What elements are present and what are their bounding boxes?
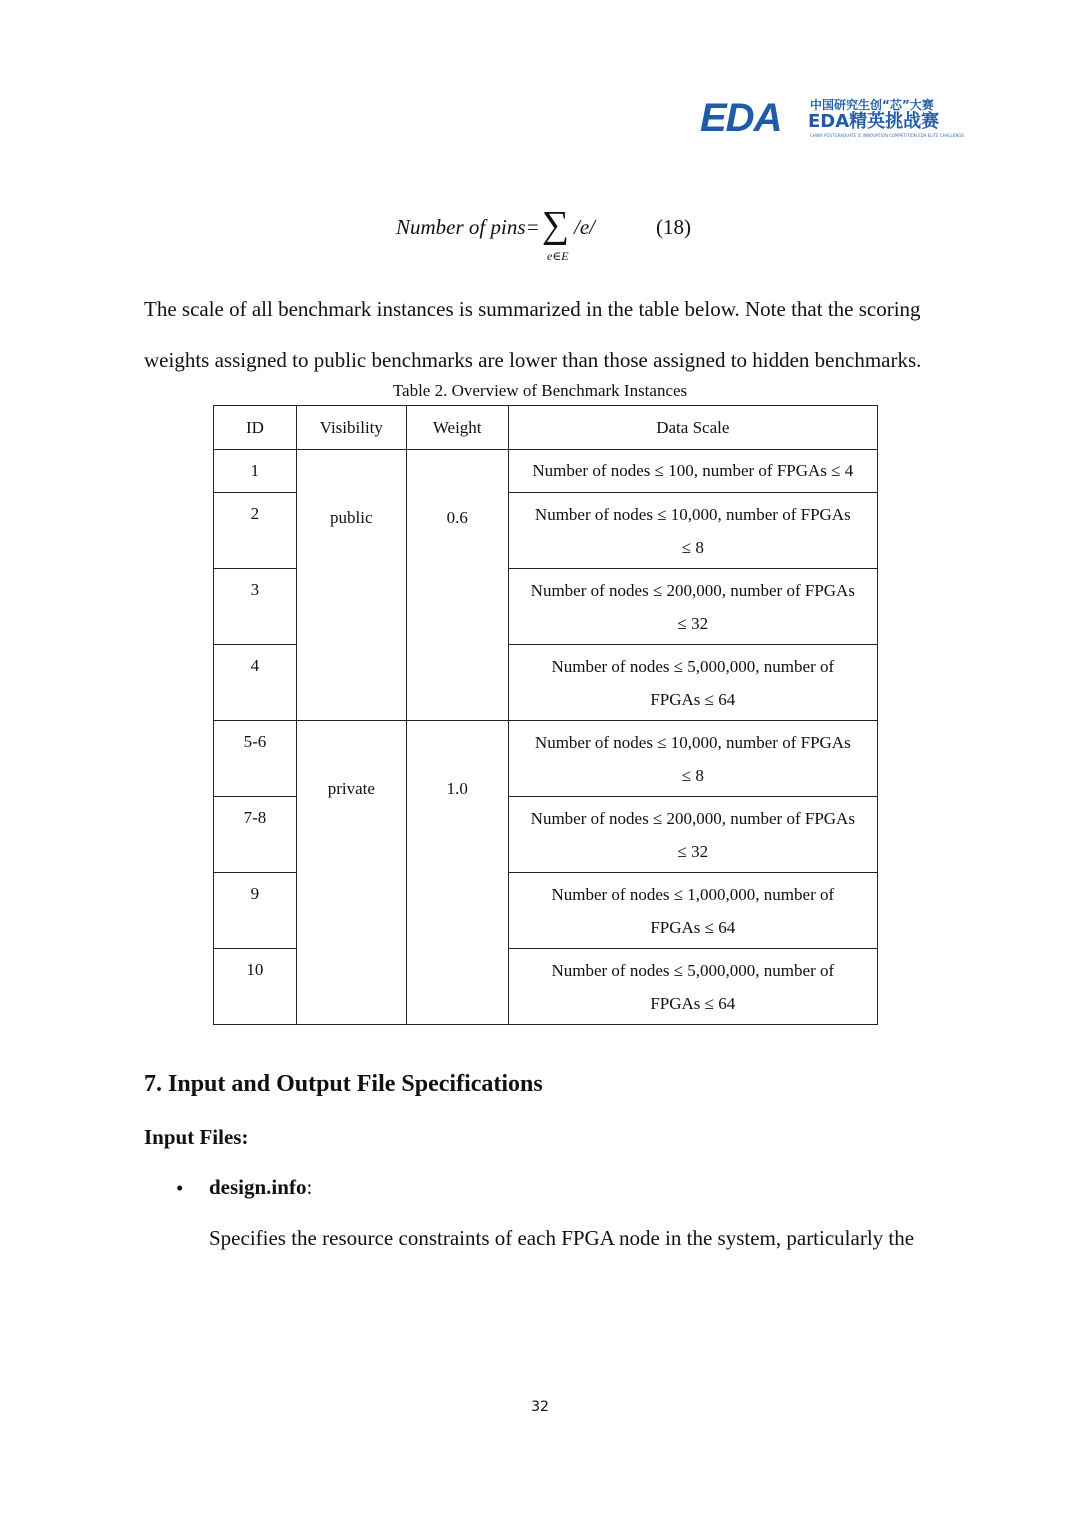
eda-logo <box>700 96 964 142</box>
bullet-colon: : <box>306 1175 313 1199</box>
cell-id: 9 <box>214 873 297 949</box>
cell-data-scale <box>508 493 877 569</box>
visibility-value: private <box>327 779 375 798</box>
cell-weight-public <box>406 450 508 721</box>
cell-weight-private <box>406 721 508 1025</box>
table-caption: Table 2. Overview of Benchmark Instances <box>392 381 688 400</box>
equation-lhs: Number of pins= <box>396 215 540 239</box>
design-info-description: Specifies the resource constraints of each FPGA node in the system, particularly the <box>209 1226 915 1250</box>
data-scale-line: Number of nodes ≤ 10,000, number of FPGAs <box>534 504 851 524</box>
header-data-scale: Data Scale <box>508 406 877 450</box>
cell-id: 10 <box>214 949 297 1025</box>
data-scale-line: ≤ 32 <box>677 613 709 633</box>
logo-english-subtitle: CHINA POSTGRADUATE IC INNOVATION COMPETITION EDA ELITE CHALLENGE <box>810 133 964 138</box>
data-scale-line: FPGAs ≤ 64 <box>650 689 736 709</box>
cell-data-scale <box>508 873 877 949</box>
cell-data-scale <box>508 569 877 645</box>
cell-id: 1 <box>214 450 297 493</box>
data-scale-line: Number of nodes ≤ 5,000,000, number of <box>551 656 835 676</box>
section-heading: 7. Input and Output File Specifications <box>144 1071 543 1097</box>
logo-mark: EDA <box>700 96 782 140</box>
logo-chinese-title: 中国研究生创“芯”大赛 <box>810 98 934 112</box>
benchmark-table <box>213 405 878 1025</box>
data-scale-line: Number of nodes ≤ 5,000,000, number of <box>551 960 835 980</box>
weight-value: 0.6 <box>446 508 468 527</box>
header-visibility: Visibility <box>296 406 406 450</box>
bullet-symbol: • <box>176 1176 184 1200</box>
visibility-value: public <box>330 508 373 527</box>
weight-value: 1.0 <box>446 779 468 798</box>
cell-id: 5-6 <box>214 721 297 797</box>
cell-visibility-private <box>296 721 406 1025</box>
data-scale-line: Number of nodes ≤ 200,000, number of FPGAs <box>530 808 855 828</box>
header-id: ID <box>214 406 297 450</box>
table-header-row <box>214 406 878 450</box>
sigma-symbol: ∑ <box>542 204 570 246</box>
equation-body: /e/ <box>574 215 595 239</box>
cell-visibility-public <box>296 450 406 721</box>
data-scale-line: FPGAs ≤ 64 <box>650 917 736 937</box>
data-scale-line: FPGAs ≤ 64 <box>650 993 736 1013</box>
data-scale-line: ≤ 8 <box>681 537 704 557</box>
bullet-item-design-info <box>209 1174 312 1200</box>
bullet-term: design.info <box>209 1175 307 1199</box>
paragraph-line-2: weights assigned to public benchmarks are lower than those assigned to hidden benchmarks. <box>144 348 922 372</box>
table-row <box>214 721 878 797</box>
sigma-subscript: e∈E <box>547 249 569 263</box>
cell-data-scale <box>508 797 877 873</box>
data-scale-line: Number of nodes ≤ 10,000, number of FPGAs <box>534 732 851 752</box>
cell-id: 4 <box>214 645 297 721</box>
cell-data-scale <box>508 721 877 797</box>
cell-id: 7-8 <box>214 797 297 873</box>
equation-number: (18) <box>656 215 691 239</box>
data-scale-line: ≤ 32 <box>677 841 709 861</box>
cell-id: 3 <box>214 569 297 645</box>
cell-data-scale <box>508 949 877 1025</box>
cell-id: 2 <box>214 493 297 569</box>
data-scale-line: ≤ 8 <box>681 765 704 785</box>
equation-18 <box>396 205 716 265</box>
page-number: 32 <box>531 1399 549 1415</box>
data-scale-line: Number of nodes ≤ 1,000,000, number of <box>551 884 835 904</box>
paragraph-line-1: The scale of all benchmark instances is summarized in the table below. Note that the scoring <box>144 297 921 321</box>
cell-data-scale: Number of nodes ≤ 100, number of FPGAs ≤ 4 <box>508 450 877 493</box>
cell-data-scale <box>508 645 877 721</box>
table-row <box>214 450 878 493</box>
input-files-heading: Input Files: <box>144 1125 249 1149</box>
data-scale-line: Number of nodes ≤ 200,000, number of FPGAs <box>530 580 855 600</box>
header-weight: Weight <box>406 406 508 450</box>
logo-chinese-subtitle: EDA精英挑战赛 <box>808 111 940 132</box>
